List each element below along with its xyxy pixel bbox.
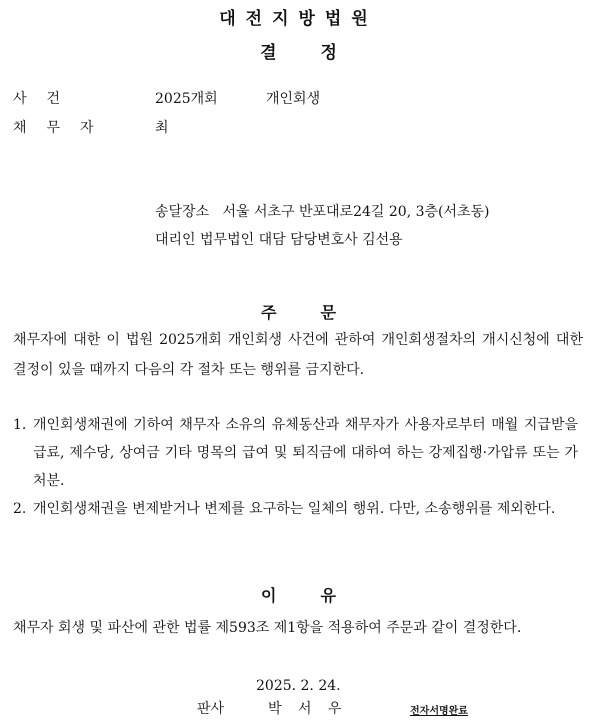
order-heading: 주문 [261, 303, 380, 322]
order-item-text: 개인회생채권을 변제받거나 변제를 요구하는 일체의 행위. 다만, 소송행위를 제외한다. [33, 501, 556, 517]
debtor-name: 최 [155, 120, 169, 136]
legal-agent: 대리인 법무법인 대담 담당변호사 김선용 [155, 232, 403, 248]
order-intro: 채무자에 대한 이 법원 2025개회 개인회생 사건에 관하여 개인회생절차의 개시신청에 대한 결정이 있을 때까지 다음의 각 절차 또는 행위를 금지한다. [13, 332, 583, 378]
order-item-1 [13, 411, 578, 495]
order-item-number: 1. [13, 417, 27, 433]
delivery-address-line [155, 201, 490, 221]
decision-date: 2025. 2. 24. [256, 678, 341, 694]
case-number: 2025개회 [155, 91, 218, 107]
order-item-text: 개인회생채권에 기하여 채무자 소유의 유체동산과 채무자가 사용자로부터 매월 지급받을 급료, 제수당, 상여금 기타 명목의 급여 및 퇴직금에 대하여 하는 강제집행·가압류 또는 가처분. [33, 417, 578, 489]
court-name: 대전지방법원 [219, 9, 378, 29]
judge-title: 판사 [197, 701, 225, 717]
delivery-address-label: 송달장소 [155, 204, 210, 220]
case-name: 개인회생 [266, 91, 321, 107]
reason-text: 채무자 회생 및 파산에 관한 법률 제593조 제1항을 적용하여 주문과 같이 결정한다. [13, 620, 522, 636]
e-signature-stamp: 전자서명완료 [410, 706, 468, 717]
case-label: 사건 [13, 91, 81, 107]
document-title: 결정 [260, 43, 381, 63]
reason-heading: 이유 [261, 586, 380, 605]
delivery-address: 서울 서초구 반포대로24길 20, 3층(서초동) [222, 204, 490, 220]
judge-name: 박 서 우 [268, 701, 342, 717]
order-item-number: 2. [13, 501, 27, 517]
debtor-label: 채무자 [13, 120, 114, 136]
order-item-2 [13, 495, 578, 523]
